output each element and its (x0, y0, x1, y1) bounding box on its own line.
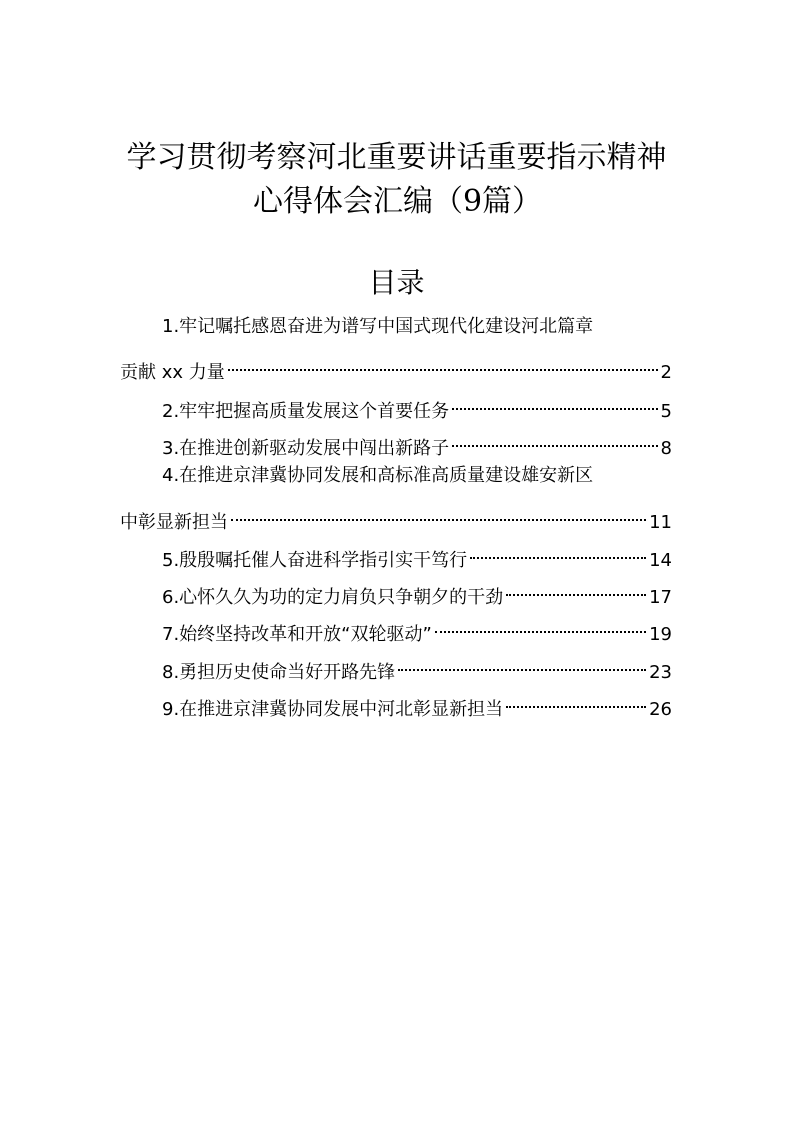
dot-leader (470, 536, 646, 566)
dot-leader (435, 610, 646, 640)
dot-leader (231, 498, 646, 528)
toc-entry-5-page: 14 (649, 550, 672, 571)
dot-leader (506, 685, 646, 715)
toc-entry-9[interactable] (120, 685, 672, 720)
dot-leader (506, 573, 646, 603)
dot-leader (452, 387, 657, 417)
toc-entry-9-page: 26 (649, 699, 672, 720)
toc-entry-3-page: 8 (660, 438, 672, 459)
toc-heading: 目录 (368, 266, 425, 299)
toc-entry-8-page: 23 (649, 662, 672, 683)
toc-entry-5-title: 5.殷殷嘱托催人奋进科学指引实干笃行 (162, 550, 468, 571)
toc-entry-7-title: 7.始终坚持改革和开放“双轮驱动” (162, 624, 432, 645)
toc-entry-1-line-1[interactable]: 1.牢记嘱托感恩奋进为谱写中国式现代化建设河北篇章 (162, 316, 594, 337)
document-title-line-1: 学习贯彻考察河北重要讲话重要指示精神 (126, 140, 667, 175)
toc-entry-2[interactable] (120, 387, 672, 422)
dot-leader (398, 648, 646, 678)
toc-entry-8[interactable] (120, 648, 672, 683)
toc-entry-2-title: 2.牢牢把握高质量发展这个首要任务 (162, 401, 450, 422)
toc-entry-3-title: 3.在推进创新驱动发展中闯出新路子 (162, 438, 450, 459)
dot-leader (228, 348, 658, 378)
toc-entry-6-title: 6.心怀久久为功的定力肩负只争朝夕的干劲 (162, 587, 504, 608)
toc-entry-6[interactable] (120, 573, 672, 608)
toc-entry-3[interactable] (120, 424, 672, 459)
toc-entry-7[interactable] (120, 610, 672, 645)
toc-entry-8-title: 8.勇担历史使命当好开路先锋 (162, 662, 396, 683)
toc-entry-4-line-2: 中彰显新担当 (120, 512, 228, 533)
toc-entry-1-line-2: 贡献 xx 力量 (120, 362, 225, 383)
toc-entry-4[interactable] (120, 498, 672, 533)
toc-entry-4-page: 11 (649, 512, 672, 533)
toc-entry-2-page: 5 (660, 401, 672, 422)
toc-entry-5[interactable] (120, 536, 672, 571)
toc-entry-9-title: 9.在推进京津冀协同发展中河北彰显新担当 (162, 699, 504, 720)
toc-entry-1[interactable] (120, 348, 672, 383)
toc-entry-4-line-1[interactable]: 4.在推进京津冀协同发展和高标准高质量建设雄安新区 (162, 465, 594, 486)
document-title-line-2: 心得体会汇编（9篇） (252, 184, 543, 219)
toc-entry-7-page: 19 (649, 624, 672, 645)
toc-entry-6-page: 17 (649, 587, 672, 608)
dot-leader (452, 424, 657, 454)
toc-entry-1-page: 2 (660, 362, 672, 383)
